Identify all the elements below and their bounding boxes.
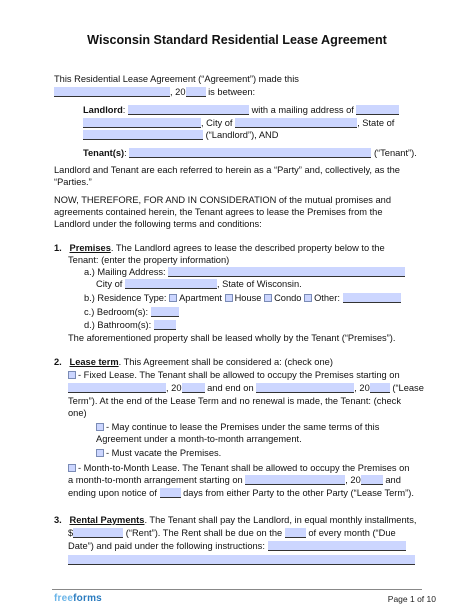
lease-term-heading-line: 2. Lease term. This Agreement shall be considered a: (check one) (54, 357, 333, 367)
tenant-name-field[interactable] (129, 148, 371, 158)
other-type-field[interactable] (343, 293, 401, 303)
landlord-name-field[interactable] (128, 105, 249, 115)
intro-line: This Residential Lease Agreement (“Agreement”) made this (54, 74, 299, 84)
continue-lease-line: - May continue to lease the Premises under the same terms of this (96, 421, 379, 433)
rental-payments-heading: Rental Payments (69, 515, 145, 525)
consideration-line-1: NOW, THEREFORE, FOR AND IN CONSIDERATION of the mutual promises and (54, 195, 392, 205)
premises-subtext: Tenant: (enter the property information) (68, 255, 230, 265)
house-checkbox[interactable] (225, 294, 233, 302)
fixed-lease-checkbox[interactable] (68, 371, 76, 379)
landlord-state-field[interactable] (83, 130, 203, 140)
landlord-state-line: (“Landlord”), AND (83, 129, 278, 141)
rent-amount-field[interactable] (73, 528, 123, 538)
premises-address-field[interactable] (168, 267, 405, 277)
fixed-lease-dates-line: , 20 and end on , 20 (“Lease (68, 382, 424, 394)
due-date-line: Date”) and paid under the following instructions: (68, 540, 406, 552)
mailing-address-line: a.) Mailing Address: (84, 266, 405, 278)
tenant-line: Tenant(s): (“Tenant”). (83, 148, 417, 158)
due-day-field[interactable] (285, 528, 306, 538)
parties-line-1: Landlord and Tenant are each referred to herein as a “Party” and, collectively, as the (54, 165, 400, 175)
lease-term-end-line: Term”). At the end of the Lease Term and no renewal is made, the Tenant: (check (68, 396, 401, 406)
parties-line-2: “Parties.” (54, 177, 92, 187)
lease-start-year-field[interactable] (182, 383, 205, 393)
bedrooms-line: c.) Bedroom(s): (84, 306, 179, 318)
lease-term-end-line-2: one) (68, 408, 87, 418)
premises-city-field[interactable] (125, 279, 217, 289)
month-to-month-notice-line: ending upon notice of days from either Party to the other Party (“Lease Term”). (68, 488, 414, 498)
condo-checkbox[interactable] (264, 294, 272, 302)
landlord-address-line: , City of , State of (83, 117, 394, 129)
freeforms-logo: freeforms (54, 593, 102, 604)
lease-end-date-field[interactable] (256, 383, 354, 393)
bathrooms-line: d.) Bathroom(s): (84, 319, 176, 331)
residence-type-line: b.) Residence Type: Apartment House Condo Other: (84, 292, 401, 304)
continue-lease-line-2: Agreement under a month-to-month arrangement. (96, 434, 302, 444)
vacate-checkbox[interactable] (96, 449, 104, 457)
month-to-month-line: - Month-to-Month Lease. The Tenant shall be allowed to occupy the Premises on (68, 462, 409, 474)
consideration-line-2: agreements contained herein, the Tenant agrees to lease the Premises from the (54, 207, 383, 217)
premises-heading: Premises (69, 243, 111, 253)
rental-payments-heading-line: 3. Rental Payments. The Tenant shall pay the Landlord, in equal monthly installments, (54, 515, 417, 525)
m2m-start-year-field[interactable] (361, 475, 383, 485)
payment-instructions-field-2[interactable] (68, 555, 415, 565)
bathrooms-field[interactable] (154, 320, 176, 330)
page-number: Page 1 of 10 (387, 594, 436, 604)
notice-days-field[interactable] (160, 488, 181, 498)
premises-leased-line: The aforementioned property shall be leased wholly by the Tenant (“Premises”). (68, 333, 396, 343)
vacate-line: - Must vacate the Premises. (96, 447, 221, 459)
lease-start-date-field[interactable] (68, 383, 166, 393)
footer-divider (52, 589, 422, 590)
landlord-line: Landlord: with a mailing address of (83, 104, 399, 116)
m2m-start-date-field[interactable] (245, 475, 345, 485)
lease-term-heading: Lease term (69, 357, 119, 367)
lease-end-year-field[interactable] (370, 383, 390, 393)
other-checkbox[interactable] (304, 294, 312, 302)
landlord-city-field[interactable] (235, 118, 357, 128)
month-to-month-start-line: a month-to-month arrangement starting on , 20 and (68, 475, 401, 485)
intro-date-line: , 20 is between: (54, 86, 255, 98)
landlord-address-field[interactable] (356, 105, 399, 115)
document-title: Wisconsin Standard Residential Lease Agreement (87, 33, 387, 47)
landlord-street-field[interactable] (83, 118, 201, 128)
apartment-checkbox[interactable] (169, 294, 177, 302)
rent-amount-line: $ (“Rent”). The Rent shall be due on the of every month (“Due (68, 528, 396, 538)
agreement-year-field[interactable] (186, 87, 206, 97)
agreement-date-field[interactable] (54, 87, 170, 97)
bedrooms-field[interactable] (151, 307, 179, 317)
premises-city-line: City of , State of Wisconsin. (96, 279, 302, 289)
premises-heading-line: 1. Premises. The Landlord agrees to lease the described property below to the (54, 243, 385, 253)
continue-lease-checkbox[interactable] (96, 423, 104, 431)
payment-instructions-line-2 (68, 554, 415, 566)
consideration-line-3: Landlord under the following terms and conditions: (54, 219, 262, 229)
fixed-lease-line: - Fixed Lease. The Tenant shall be allowed to occupy the Premises starting on (68, 369, 400, 381)
payment-instructions-field[interactable] (268, 541, 406, 551)
month-to-month-checkbox[interactable] (68, 464, 76, 472)
